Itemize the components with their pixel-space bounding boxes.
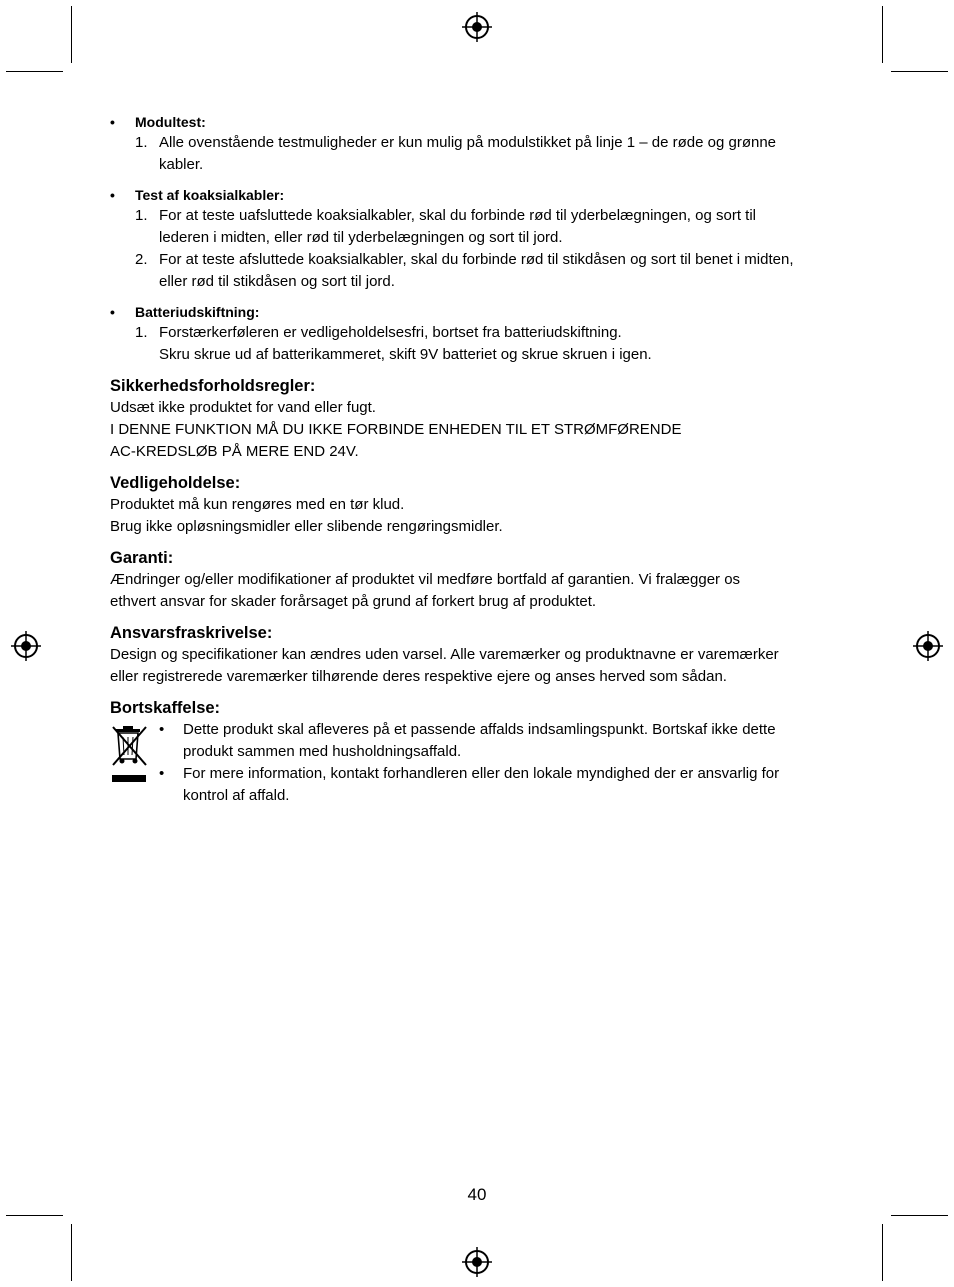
bullet: • — [159, 765, 165, 782]
list-item — [159, 763, 850, 807]
item-text: For mere information, kontakt forhandleren eller den lokale myndighed der er ansvarlig for — [183, 765, 780, 782]
item-text: For at teste afsluttede koaksialkabler, skal du forbinde rød til stikdåsen og sort til benet i midten, — [159, 251, 794, 268]
registration-mark-icon — [460, 1245, 494, 1279]
moduletest-block — [110, 112, 850, 176]
warranty-heading: Garanti: — [110, 549, 174, 567]
disposal-heading: Bortskaffelse: — [110, 699, 221, 717]
item-text: kontrol af affald. — [183, 787, 290, 804]
item-text: Skru skrue ud af batterikammeret, skift 9V batteriet og skrue skruen i igen. — [159, 346, 652, 363]
disclaimer-section — [110, 622, 850, 688]
crop-mark — [891, 1215, 948, 1216]
battery-title: • Batteriudskiftning: — [110, 302, 850, 322]
coax-block — [110, 185, 850, 293]
item-number: 1. — [135, 134, 148, 151]
crop-mark — [6, 71, 63, 72]
coax-list — [110, 205, 850, 293]
moduletest-list — [110, 132, 850, 176]
registration-mark-icon — [911, 629, 945, 663]
paragraph-line: Design og specifikationer kan ændres uden varsel. Alle varemærker og produktnavne er varemærker — [110, 646, 779, 663]
list-item — [110, 249, 850, 293]
list-item — [159, 719, 850, 763]
list-item — [110, 132, 850, 176]
disposal-body — [110, 719, 850, 807]
list-item — [110, 322, 850, 366]
registration-mark-icon — [9, 629, 43, 663]
item-text: produkt sammen med husholdningsaffald. — [183, 743, 462, 760]
paragraph-line: I DENNE FUNKTION MÅ DU IKKE FORBINDE ENHEDEN TIL ET STRØMFØRENDE — [110, 421, 682, 438]
weee-crossed-bin-icon — [110, 723, 150, 785]
paragraph-line: Udsæt ikke produktet for vand eller fugt. — [110, 399, 376, 416]
item-text: Forstærkerføleren er vedligeholdelsesfri, bortset fra batteriudskiftning. — [159, 324, 622, 341]
crop-mark — [6, 1215, 63, 1216]
crop-mark — [71, 6, 72, 63]
paragraph-line: eller registrerede varemærker tilhørende deres respektive ejere og anses herved som sådan. — [110, 668, 727, 685]
maintenance-heading: Vedligeholdelse: — [110, 474, 241, 492]
item-text: eller rød til stikdåsen og sort til jord. — [159, 273, 395, 290]
item-text: kabler. — [159, 156, 204, 173]
paragraph-line: Brug ikke opløsningsmidler eller slibende rengøringsmidler. — [110, 518, 503, 535]
list-item — [110, 205, 850, 249]
paragraph-line: ethvert ansvar for skader forårsaget på grund af forkert brug af produktet. — [110, 593, 597, 610]
paragraph-line: Produktet må kun rengøres med en tør klud. — [110, 496, 405, 513]
battery-list — [110, 322, 850, 366]
crop-mark — [891, 71, 948, 72]
battery-block — [110, 302, 850, 366]
item-text: For at teste uafsluttede koaksialkabler, skal du forbinde rød til yderbelægningen, og sort til — [159, 207, 756, 224]
safety-section — [110, 375, 850, 463]
item-number: 1. — [135, 207, 148, 224]
disclaimer-heading: Ansvarsfraskrivelse: — [110, 624, 273, 642]
page-content — [110, 112, 850, 816]
maintenance-section — [110, 472, 850, 538]
moduletest-title: • Modultest: — [110, 112, 850, 132]
item-number: 1. — [135, 324, 148, 341]
crop-mark — [71, 1224, 72, 1281]
coax-title: • Test af koaksialkabler: — [110, 185, 850, 205]
disposal-section — [110, 697, 850, 807]
crop-mark — [882, 6, 883, 63]
disposal-list — [110, 719, 850, 807]
warranty-section — [110, 547, 850, 613]
paragraph-line: Ændringer og/eller modifikationer af produktet vil medføre bortfald af garantien. Vi fralægger os — [110, 571, 741, 588]
item-text: Dette produkt skal afleveres på et passende affalds indsamlingspunkt. Bortskaf ikke dette — [183, 721, 776, 738]
paragraph-line: AC-KREDSLØB PÅ MERE END 24V. — [110, 443, 359, 460]
crop-mark — [882, 1224, 883, 1281]
page-number: 40 — [467, 1185, 487, 1204]
item-number: 2. — [135, 251, 148, 268]
bullet: • — [159, 721, 165, 738]
item-text: Alle ovenstående testmuligheder er kun mulig på modulstikket på linje 1 – de røde og grønne — [159, 134, 777, 151]
registration-mark-icon — [460, 10, 494, 44]
item-text: lederen i midten, eller rød til yderbelægningen og sort til jord. — [159, 229, 563, 246]
safety-heading: Sikkerhedsforholdsregler: — [110, 377, 316, 395]
